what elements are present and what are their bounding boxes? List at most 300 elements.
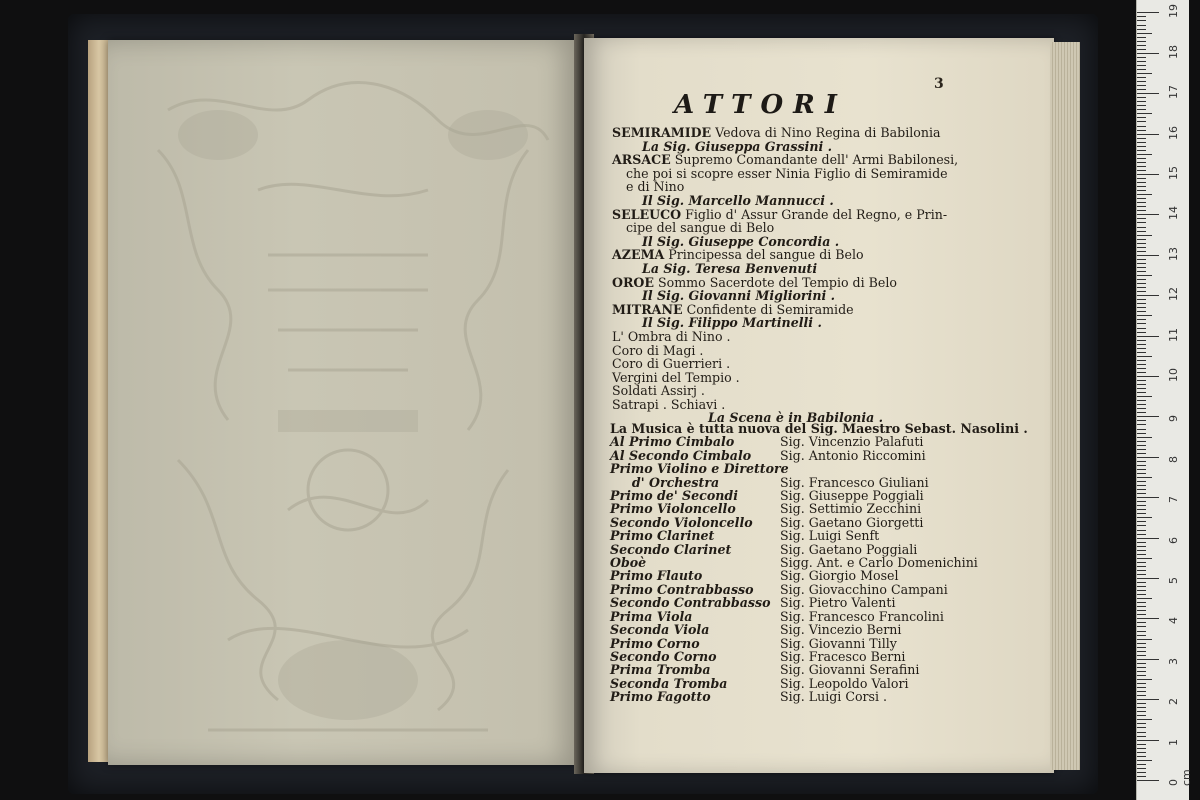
ruler-tick bbox=[1137, 16, 1146, 17]
ruler-tick bbox=[1137, 93, 1159, 94]
role-description: Figlio d' Assur Grande del Regno, e Prin- bbox=[681, 206, 948, 222]
singer-name: La Sig. Teresa Benvenuti bbox=[642, 260, 818, 276]
cast-minor-role: Soldati Assirj . bbox=[612, 383, 705, 399]
ruler-number: 18 bbox=[1167, 44, 1180, 59]
ruler-tick bbox=[1137, 647, 1146, 648]
ruler-tick bbox=[1137, 356, 1152, 357]
ruler-tick bbox=[1137, 77, 1146, 78]
ruler-tick bbox=[1137, 328, 1146, 329]
ruler-tick bbox=[1137, 283, 1146, 284]
ruler-tick bbox=[1137, 121, 1146, 122]
role-description-continued: cipe del sangue di Belo bbox=[626, 220, 775, 236]
ruler-tick bbox=[1137, 162, 1146, 163]
page-number: 3 bbox=[934, 76, 944, 92]
ruler-tick bbox=[1137, 174, 1159, 175]
ruler-tick bbox=[1137, 477, 1152, 478]
ruler-tick bbox=[1137, 12, 1159, 13]
ruler-tick bbox=[1137, 711, 1146, 712]
ruler-tick bbox=[1137, 610, 1146, 611]
instrument-name: Secondo Corno bbox=[610, 648, 717, 664]
ruler-tick bbox=[1137, 513, 1146, 514]
cast-role-line bbox=[612, 153, 1052, 167]
ruler-tick bbox=[1137, 222, 1146, 223]
ruler-tick bbox=[1137, 299, 1146, 300]
ruler-tick bbox=[1137, 263, 1146, 264]
ruler-tick bbox=[1137, 231, 1146, 232]
ruler-tick bbox=[1137, 396, 1152, 397]
ruler-tick bbox=[1137, 271, 1146, 272]
orchestra-row bbox=[610, 569, 1050, 582]
orchestra-row bbox=[610, 543, 1050, 556]
ruler-tick bbox=[1137, 457, 1159, 458]
ruler-tick bbox=[1137, 562, 1146, 563]
ruler-tick bbox=[1137, 740, 1159, 741]
ruler-tick bbox=[1137, 380, 1146, 381]
singer-name: Il Sig. Filippo Martinelli . bbox=[642, 315, 822, 331]
ruler-number: 15 bbox=[1167, 166, 1180, 180]
ruler-tick bbox=[1137, 695, 1146, 696]
ruler-tick bbox=[1137, 748, 1146, 749]
ruler-tick bbox=[1137, 715, 1146, 716]
ruler-tick bbox=[1137, 388, 1146, 389]
musician-name: Sig. Gaetano Poggiali bbox=[780, 541, 918, 557]
ruler-number: 17 bbox=[1167, 85, 1180, 100]
ruler-number: 8 bbox=[1167, 455, 1180, 463]
musician-name: Sig. Giovacchino Campani bbox=[780, 581, 948, 597]
cast-minor-role: Coro di Magi . bbox=[612, 342, 704, 358]
ruler-tick bbox=[1137, 574, 1146, 575]
instrument-name: Seconda Viola bbox=[610, 622, 710, 638]
ruler-tick bbox=[1137, 45, 1146, 46]
ruler-tick bbox=[1137, 727, 1146, 728]
cast-list bbox=[612, 126, 1052, 425]
cast-minor-role: L' Ombra di Nino . bbox=[612, 328, 731, 344]
ruler-tick bbox=[1137, 49, 1146, 50]
ruler-number: 2 bbox=[1167, 698, 1180, 706]
cast-role-line bbox=[612, 126, 1052, 140]
ruler-tick bbox=[1137, 578, 1159, 579]
ruler-tick bbox=[1137, 109, 1146, 110]
ruler-number: 16 bbox=[1167, 125, 1180, 140]
ruler-tick bbox=[1137, 525, 1146, 526]
ruler-tick bbox=[1137, 332, 1146, 333]
ruler-number: 11 bbox=[1167, 327, 1180, 342]
ruler-tick bbox=[1137, 307, 1146, 308]
ruler-tick bbox=[1137, 170, 1146, 171]
instrument-name: Primo Contrabbasso bbox=[610, 581, 754, 597]
ruler-tick bbox=[1137, 340, 1146, 341]
musician-name: Sig. Vincenzio Palafuti bbox=[780, 434, 924, 450]
instrument-name: Oboè bbox=[610, 555, 647, 571]
ruler-tick bbox=[1137, 631, 1146, 632]
ruler-tick bbox=[1137, 33, 1152, 34]
instrument-name: Al Secondo Cimbalo bbox=[610, 447, 752, 463]
ruler-tick bbox=[1137, 214, 1159, 215]
ruler-tick bbox=[1137, 392, 1146, 393]
ruler-tick bbox=[1137, 534, 1146, 535]
ruler-tick bbox=[1137, 732, 1146, 733]
ruler-tick bbox=[1137, 501, 1146, 502]
ruler-tick bbox=[1137, 586, 1146, 587]
orchestra-row bbox=[610, 449, 1050, 462]
musician-name: Sig. Settimio Zecchini bbox=[780, 501, 922, 517]
orchestra-row bbox=[610, 516, 1050, 529]
ruler-tick bbox=[1137, 239, 1146, 240]
orchestra-row bbox=[610, 435, 1050, 448]
ruler-tick bbox=[1137, 744, 1146, 745]
ruler-tick bbox=[1137, 194, 1152, 195]
ruler-tick bbox=[1137, 752, 1146, 753]
ruler-tick bbox=[1137, 473, 1146, 474]
ruler-tick bbox=[1137, 445, 1146, 446]
ruler-tick bbox=[1137, 671, 1146, 672]
orchestra-row bbox=[610, 529, 1050, 542]
musician-name: Sigg. Ant. e Carlo Domenichini bbox=[780, 555, 978, 571]
orchestra-row bbox=[610, 502, 1050, 515]
ruler-tick bbox=[1137, 618, 1159, 619]
ruler-tick bbox=[1137, 489, 1146, 490]
instrument-name: Secondo Clarinet bbox=[610, 541, 732, 557]
role-name: SEMIRAMIDE bbox=[612, 125, 712, 140]
ruler-tick bbox=[1137, 202, 1146, 203]
ruler-tick bbox=[1137, 295, 1159, 296]
ruler-tick bbox=[1137, 703, 1146, 704]
ruler-tick bbox=[1137, 178, 1146, 179]
ruler-tick bbox=[1137, 158, 1146, 159]
cast-role-line bbox=[612, 276, 1052, 290]
ruler-tick bbox=[1137, 408, 1146, 409]
musician-name: Sig. Pietro Valenti bbox=[780, 595, 896, 611]
ruler-tick bbox=[1137, 505, 1146, 506]
instrument-name: Prima Tromba bbox=[610, 662, 711, 678]
scene-setting: La Scena è in Babilonia . bbox=[708, 410, 884, 426]
cast-minor-role: Coro di Guerrieri . bbox=[612, 356, 731, 372]
measuring-ruler bbox=[1136, 0, 1193, 800]
ruler-tick bbox=[1137, 146, 1146, 147]
instrument-name: Primo Violoncello bbox=[610, 501, 736, 517]
ruler-tick bbox=[1137, 449, 1146, 450]
ruler-tick bbox=[1137, 53, 1159, 54]
ruler-tick bbox=[1137, 469, 1146, 470]
ruler-tick bbox=[1137, 400, 1146, 401]
ruler-tick bbox=[1137, 521, 1146, 522]
singer-name: La Sig. Giuseppa Grassini . bbox=[642, 138, 833, 154]
orchestra-row bbox=[610, 663, 1050, 676]
ruler-tick bbox=[1137, 465, 1146, 466]
role-description: Sommo Sacerdote del Tempio di Belo bbox=[654, 274, 897, 290]
ruler-tick bbox=[1137, 243, 1146, 244]
ruler-tick bbox=[1137, 679, 1152, 680]
orchestra-row bbox=[610, 637, 1050, 650]
instrument-name: Primo de' Secondi bbox=[610, 488, 738, 504]
ruler-tick bbox=[1137, 626, 1146, 627]
ruler-tick bbox=[1137, 41, 1146, 42]
ruler-tick bbox=[1137, 687, 1146, 688]
ruler-tick bbox=[1137, 558, 1152, 559]
ruler-tick bbox=[1137, 279, 1146, 280]
ruler-tick bbox=[1137, 691, 1146, 692]
instrument-name: Al Primo Cimbalo bbox=[610, 434, 735, 450]
orchestra-row bbox=[610, 476, 1050, 489]
ruler-number: 9 bbox=[1167, 415, 1180, 423]
ruler-number: 14 bbox=[1167, 206, 1180, 221]
ruler-tick bbox=[1137, 736, 1146, 737]
musician-name: Sig. Luigi Senft bbox=[780, 528, 880, 544]
ruler-tick bbox=[1137, 517, 1152, 518]
ruler-tick bbox=[1137, 105, 1146, 106]
orchestra-row bbox=[610, 690, 1050, 703]
ruler-tick bbox=[1137, 554, 1146, 555]
ruler-tick bbox=[1137, 319, 1146, 320]
ruler-tick bbox=[1137, 509, 1146, 510]
ruler-number: 0 cm bbox=[1167, 769, 1193, 786]
page-edges-right bbox=[1050, 42, 1080, 770]
ruler-tick bbox=[1137, 73, 1152, 74]
role-name: SELEUCO bbox=[612, 206, 682, 222]
ruler-tick bbox=[1137, 303, 1146, 304]
orchestra-row bbox=[610, 583, 1050, 596]
ruler-tick bbox=[1137, 707, 1146, 708]
musician-name: Sig. Giovanni Tilly bbox=[780, 635, 897, 651]
instrument-name: d' Orchestra bbox=[610, 474, 720, 490]
ruler-tick bbox=[1137, 117, 1146, 118]
ruler-tick bbox=[1137, 255, 1159, 256]
ruler-tick bbox=[1137, 497, 1159, 498]
ruler-tick bbox=[1137, 323, 1146, 324]
ruler-tick bbox=[1137, 437, 1152, 438]
ruler-tick bbox=[1137, 538, 1159, 539]
ruler-tick bbox=[1137, 485, 1146, 486]
ruler-tick bbox=[1137, 441, 1146, 442]
ruler-tick bbox=[1137, 614, 1146, 615]
ruler-number: 10 bbox=[1167, 368, 1180, 382]
instrument-name: Secondo Violoncello bbox=[610, 514, 753, 530]
ruler-tick bbox=[1137, 723, 1146, 724]
ruler-tick bbox=[1137, 186, 1146, 187]
ruler-tick bbox=[1137, 655, 1146, 656]
ruler-tick bbox=[1137, 412, 1146, 413]
singer-name: Il Sig. Giuseppe Concordia . bbox=[642, 233, 840, 249]
ruler-tick bbox=[1137, 206, 1146, 207]
ruler-tick bbox=[1137, 37, 1146, 38]
orchestra-list bbox=[610, 422, 1050, 704]
ruler-tick bbox=[1137, 461, 1146, 462]
ruler-tick bbox=[1137, 651, 1146, 652]
orchestra-row bbox=[610, 623, 1050, 636]
musician-name: Sig. Giuseppe Poggiali bbox=[780, 488, 924, 504]
ruler-tick bbox=[1137, 659, 1159, 660]
ruler-tick bbox=[1137, 550, 1146, 551]
ruler-tick bbox=[1137, 182, 1146, 183]
ruler-tick bbox=[1137, 416, 1159, 417]
ruler-number: 4 bbox=[1167, 617, 1180, 625]
music-credit: La Musica è tutta nuova del Sig. Maestro Sebast. Nasolini . bbox=[610, 421, 1028, 436]
cast-role-line bbox=[612, 248, 1052, 262]
instrument-name: Primo Clarinet bbox=[610, 528, 715, 544]
ruler-tick bbox=[1137, 227, 1146, 228]
musician-name: Sig. Leopoldo Valori bbox=[780, 675, 909, 691]
role-description: Confidente di Semiramide bbox=[682, 301, 854, 317]
ruler-tick bbox=[1137, 235, 1152, 236]
ruler-tick bbox=[1137, 101, 1146, 102]
instrument-name: Primo Fagotto bbox=[610, 689, 711, 705]
ruler-number: 3 bbox=[1167, 657, 1180, 665]
orchestra-row bbox=[610, 650, 1050, 663]
ruler-number: 1 bbox=[1167, 738, 1180, 746]
ruler-tick bbox=[1137, 404, 1146, 405]
ruler-tick bbox=[1137, 639, 1152, 640]
ruler-tick bbox=[1137, 89, 1146, 90]
ruler-tick bbox=[1137, 61, 1146, 62]
ruler-tick bbox=[1137, 315, 1152, 316]
cast-minor-role: Vergini del Tempio . bbox=[612, 369, 740, 385]
ruler-tick bbox=[1137, 368, 1146, 369]
musician-name: Sig. Antonio Riccomini bbox=[780, 447, 926, 463]
musician-name: Sig. Fracesco Berni bbox=[780, 648, 906, 664]
ruler-tick bbox=[1137, 275, 1152, 276]
role-description-continued: che poi si scopre esser Ninia Figlio di Semiramide bbox=[626, 165, 948, 181]
ruler-tick bbox=[1137, 130, 1146, 131]
ruler-tick bbox=[1137, 348, 1146, 349]
ruler-tick bbox=[1137, 287, 1146, 288]
ruler-tick bbox=[1137, 142, 1146, 143]
page-edges-left bbox=[88, 40, 110, 762]
bleed-through-ornament bbox=[108, 40, 580, 765]
ruler-tick bbox=[1137, 311, 1146, 312]
orchestra-row bbox=[610, 556, 1050, 569]
ruler-tick bbox=[1137, 57, 1146, 58]
ruler-tick bbox=[1137, 113, 1152, 114]
ruler-tick bbox=[1137, 376, 1159, 377]
orchestra-row bbox=[610, 610, 1050, 623]
ruler-tick bbox=[1137, 663, 1146, 664]
ruler-tick bbox=[1137, 622, 1146, 623]
ruler-tick bbox=[1137, 606, 1146, 607]
instrument-name: Seconda Tromba bbox=[610, 675, 728, 691]
ruler-number: 5 bbox=[1167, 577, 1180, 584]
ruler-tick bbox=[1137, 719, 1152, 720]
ruler-number: 12 bbox=[1167, 287, 1180, 302]
ruler-tick bbox=[1137, 546, 1146, 547]
ruler-tick bbox=[1137, 570, 1146, 571]
instrument-name: Prima Viola bbox=[610, 608, 693, 624]
cast-role-line bbox=[612, 208, 1052, 222]
ruler-tick bbox=[1137, 768, 1146, 769]
instrument-name: Secondo Contrabbasso bbox=[610, 595, 771, 611]
ruler-tick bbox=[1137, 210, 1146, 211]
ruler-tick bbox=[1137, 780, 1159, 781]
orchestra-row bbox=[610, 489, 1050, 502]
musician-name: Sig. Francesco Francolini bbox=[780, 608, 944, 624]
ruler-tick bbox=[1137, 126, 1146, 127]
role-description-continued: e di Nino bbox=[626, 179, 685, 195]
singer-name: Il Sig. Giovanni Migliorini . bbox=[642, 288, 836, 304]
ruler-tick bbox=[1137, 251, 1146, 252]
cast-role-line bbox=[612, 303, 1052, 317]
ruler-tick bbox=[1137, 542, 1146, 543]
ruler-tick bbox=[1137, 643, 1146, 644]
role-name: MITRANE bbox=[612, 301, 683, 317]
ruler-tick bbox=[1137, 764, 1146, 765]
ruler-tick bbox=[1137, 134, 1159, 135]
musician-name: Sig. Francesco Giuliani bbox=[780, 474, 929, 490]
ruler-tick bbox=[1137, 20, 1146, 21]
ruler-tick bbox=[1137, 198, 1146, 199]
musician-name: Sig. Luigi Corsi . bbox=[780, 689, 888, 705]
ruler-tick bbox=[1137, 683, 1146, 684]
ruler-tick bbox=[1137, 602, 1146, 603]
ruler-tick bbox=[1137, 267, 1146, 268]
ruler-tick bbox=[1137, 218, 1146, 219]
instrument-name: Primo Flauto bbox=[610, 568, 703, 584]
left-page-verso bbox=[108, 40, 580, 765]
ruler-tick bbox=[1137, 699, 1159, 700]
role-name: ARSACE bbox=[612, 152, 671, 168]
musician-name: Sig. Vincezio Berni bbox=[780, 622, 902, 638]
ruler-number: 7 bbox=[1167, 496, 1180, 504]
ruler-tick bbox=[1137, 85, 1146, 86]
role-name: AZEMA bbox=[612, 247, 665, 263]
role-name: OROE bbox=[612, 274, 655, 290]
ruler-tick bbox=[1137, 65, 1146, 66]
ruler-tick bbox=[1137, 453, 1146, 454]
ruler-tick bbox=[1137, 154, 1152, 155]
ruler-tick bbox=[1137, 594, 1146, 595]
ruler-tick bbox=[1137, 360, 1146, 361]
instrument-name: Primo Violino e Direttore bbox=[610, 461, 789, 477]
orchestra-row bbox=[610, 596, 1050, 609]
ruler-tick bbox=[1137, 635, 1146, 636]
ruler-tick bbox=[1137, 590, 1146, 591]
cast-minor-role: Satrapi . Schiavi . bbox=[612, 396, 726, 412]
ruler-tick bbox=[1137, 566, 1146, 567]
ruler-tick bbox=[1137, 352, 1146, 353]
ruler-tick bbox=[1137, 776, 1146, 777]
ruler-tick bbox=[1137, 582, 1146, 583]
ruler-tick bbox=[1137, 25, 1146, 26]
ruler-tick bbox=[1137, 336, 1159, 337]
ruler-tick bbox=[1137, 772, 1146, 773]
ruler-tick bbox=[1137, 259, 1146, 260]
ruler-tick bbox=[1137, 190, 1146, 191]
ruler-tick bbox=[1137, 598, 1152, 599]
ruler-tick bbox=[1137, 69, 1146, 70]
role-description: Vedova di Nino Regina di Babilonia bbox=[711, 125, 941, 140]
musician-name bbox=[780, 462, 1050, 475]
ruler-tick bbox=[1137, 481, 1146, 482]
ruler-tick bbox=[1137, 247, 1146, 248]
role-description: Principessa del sangue di Belo bbox=[664, 247, 864, 263]
ruler-tick bbox=[1137, 150, 1146, 151]
page-title: ATTORI bbox=[674, 90, 847, 120]
orchestra-row bbox=[610, 462, 1050, 475]
ruler-tick bbox=[1137, 420, 1146, 421]
ruler-tick bbox=[1137, 97, 1146, 98]
ruler-tick bbox=[1137, 675, 1146, 676]
ruler-tick bbox=[1137, 384, 1146, 385]
ruler-tick bbox=[1137, 667, 1146, 668]
musician-name: Sig. Giovanni Serafini bbox=[780, 662, 920, 678]
ruler-number: 6 bbox=[1167, 536, 1180, 544]
ruler-number: 19 bbox=[1167, 4, 1180, 19]
ruler-tick bbox=[1137, 344, 1146, 345]
ruler-number: 13 bbox=[1167, 246, 1180, 261]
ruler-tick bbox=[1137, 81, 1146, 82]
ruler-tick bbox=[1137, 760, 1152, 761]
role-description: Supremo Comandante dell' Armi Babilonesi, bbox=[670, 152, 959, 168]
orchestra-row bbox=[610, 677, 1050, 690]
ruler-tick bbox=[1137, 372, 1146, 373]
